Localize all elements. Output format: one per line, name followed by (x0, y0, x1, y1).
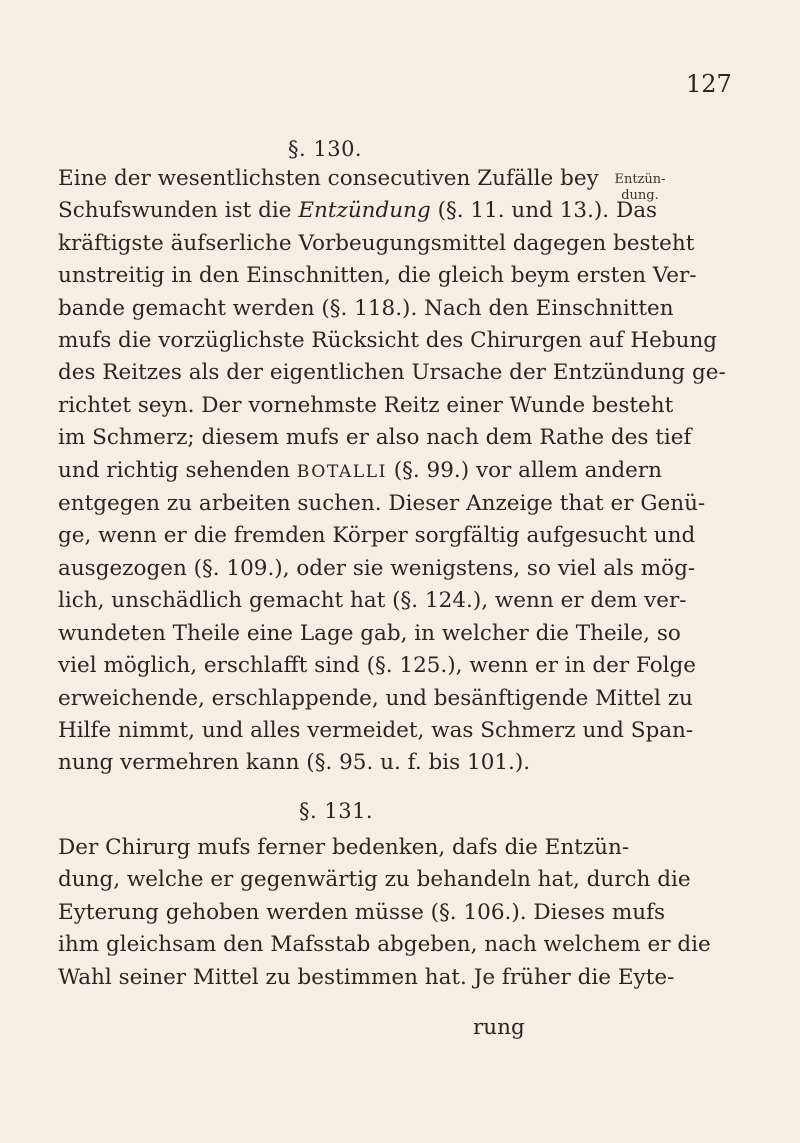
text-line: unstreitig in den Einschnitten, die gleich beym ersten Ver- (58, 263, 697, 289)
text-line: Schufswunden ist die Entzündung (§. 11. und 13.). Das (58, 198, 658, 224)
section-heading-130: §. 130. (288, 137, 363, 161)
text-line: ihm gleichsam den Mafsstab abgeben, nach welchem er die (58, 932, 711, 958)
text-line: wundeten Theile eine Lage gab, in welcher die Theile, so (58, 620, 681, 646)
text-line: lich, unschädlich gemacht hat (§. 124.), wenn er dem ver- (58, 588, 687, 614)
paragraph-130 (58, 163, 726, 780)
text-line: Eine der wesentlichsten consecutiven Zufälle bey (58, 166, 599, 191)
page-number: 127 (686, 70, 732, 98)
emphasis-term: Entzündung (298, 198, 431, 224)
paragraph-131 (58, 832, 711, 994)
author-name: BOTALLI (296, 461, 387, 482)
text-line: Eyterung gehoben werden müsse (§. 106.). Dieses mufs (58, 899, 666, 925)
margin-note-text: Entzün-dung. (614, 172, 666, 203)
text-line: nung vermehren kann (§. 95. u. f. bis 101.). (58, 750, 531, 776)
text-line: ge, wenn er die fremden Körper sorgfältig aufgesucht und (58, 523, 696, 549)
text-line: entgegen zu arbeiten suchen. Dieser Anzeige that er Genü- (58, 491, 706, 517)
text-line: mufs die vorzüglichste Rücksicht des Chirurgen auf Hebung (58, 328, 718, 354)
text-line: Hilfe nimmt, und alles vermeidet, was Schmerz und Span- (58, 717, 694, 743)
text-line: richtet seyn. Der vornehmste Reitz einer Wunde besteht (58, 392, 674, 418)
text-line: des Reitzes als der eigentlichen Ursache der Entzündung ge- (58, 360, 726, 386)
text-line: erweichende, erschlappende, und besänftigende Mittel zu (58, 685, 693, 711)
text-line: und richtig sehenden BOTALLI (§. 99.) vor allem andern (58, 457, 662, 483)
text-line: dung, welche er gegenwärtig zu behandeln hat, durch die (58, 867, 691, 893)
section-heading-131: §. 131. (299, 799, 374, 823)
text-line: im Schmerz; diesem mufs er also nach dem Rathe des tief (58, 425, 692, 451)
text-line: bande gemacht werden (§. 118.). Nach den Einschnitten (58, 295, 674, 321)
text-line: Wahl seiner Mittel zu bestimmen hat. Je früher die Eyte- (58, 964, 675, 990)
text-line: Der Chirurg mufs ferner bedenken, dafs die Entzün- (58, 835, 630, 860)
catchword: rung (473, 1015, 525, 1040)
text-line: viel möglich, erschlafft sind (§. 125.), wenn er in der Folge (58, 653, 697, 679)
text-line: ausgezogen (§. 109.), oder sie wenigstens, so viel als mög- (58, 555, 696, 581)
text-line: kräftigste äufserliche Vorbeugungsmittel dagegen besteht (58, 230, 695, 256)
